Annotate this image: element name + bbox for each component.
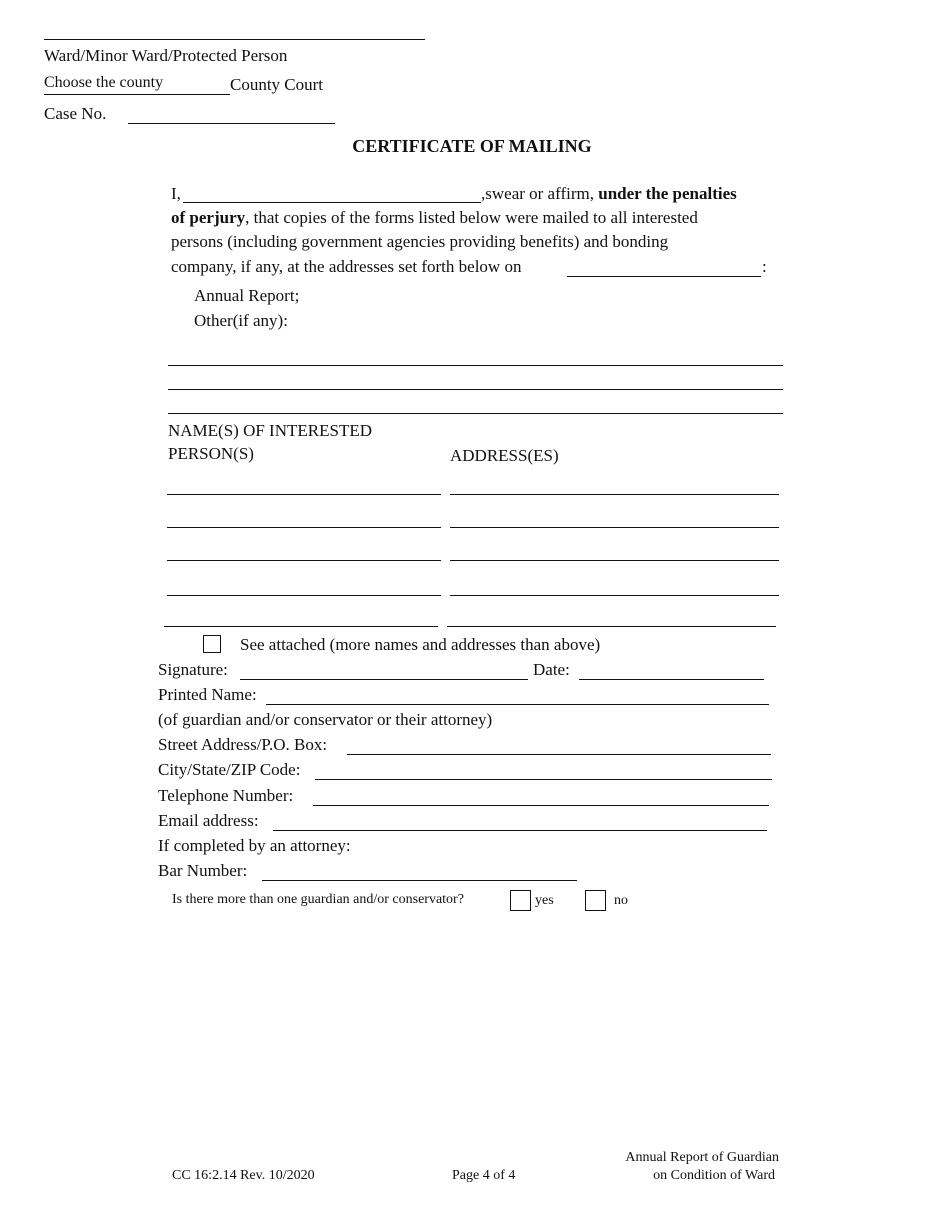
email-label: Email address: bbox=[158, 811, 259, 830]
yes-label: yes bbox=[535, 893, 554, 908]
no-label: no bbox=[614, 893, 628, 908]
annual-report-item: Annual Report; bbox=[194, 286, 300, 305]
no-checkbox[interactable] bbox=[585, 890, 606, 911]
address-field-1[interactable] bbox=[450, 494, 779, 495]
other-item: Other(if any): bbox=[194, 311, 288, 330]
bar-number-field[interactable] bbox=[262, 880, 577, 881]
multiple-guardian-question: Is there more than one guardian and/or conservator? bbox=[172, 892, 464, 907]
name-field-1[interactable] bbox=[167, 494, 441, 495]
bar-number-label: Bar Number: bbox=[158, 861, 248, 880]
mailing-date-field[interactable] bbox=[567, 276, 761, 277]
doc-title-line1: Annual Report of Guardian bbox=[625, 1150, 779, 1165]
name-field-4[interactable] bbox=[167, 595, 441, 596]
swear-text: ,swear or affirm, bbox=[481, 184, 599, 203]
other-line-1[interactable] bbox=[168, 365, 783, 366]
ward-name-field[interactable] bbox=[44, 39, 425, 40]
email-field[interactable] bbox=[273, 830, 767, 831]
statement-line1 bbox=[481, 184, 737, 204]
perjury-text: of perjury bbox=[171, 208, 246, 227]
statement-line2 bbox=[171, 208, 698, 228]
street-address-field[interactable] bbox=[347, 754, 771, 755]
addresses-column-header: ADDRESS(ES) bbox=[450, 446, 559, 465]
page-number: Page 4 of 4 bbox=[452, 1168, 516, 1183]
form-number: CC 16:2.14 Rev. 10/2020 bbox=[172, 1168, 315, 1183]
penalties-text: under the penalties bbox=[598, 184, 737, 203]
names-column-header-line1: NAME(S) OF INTERESTED bbox=[168, 421, 372, 440]
city-state-zip-label: City/State/ZIP Code: bbox=[158, 760, 301, 779]
case-no-field[interactable] bbox=[128, 123, 335, 124]
telephone-field[interactable] bbox=[313, 805, 769, 806]
address-field-5[interactable] bbox=[447, 626, 776, 627]
city-state-zip-field[interactable] bbox=[315, 779, 772, 780]
county-select-underline bbox=[44, 94, 230, 95]
yes-checkbox[interactable] bbox=[510, 890, 531, 911]
other-line-3[interactable] bbox=[168, 413, 783, 414]
name-field-2[interactable] bbox=[167, 527, 441, 528]
statement-i-prefix: I, bbox=[171, 184, 181, 203]
statement-line3: persons (including government agencies providing benefits) and bonding bbox=[171, 232, 669, 251]
address-field-3[interactable] bbox=[450, 560, 779, 561]
name-field-5[interactable] bbox=[164, 626, 438, 627]
telephone-label: Telephone Number: bbox=[158, 786, 294, 805]
street-address-label: Street Address/P.O. Box: bbox=[158, 735, 328, 754]
printed-name-label: Printed Name: bbox=[158, 685, 257, 704]
if-attorney-label: If completed by an attorney: bbox=[158, 836, 351, 855]
see-attached-label: See attached (more names and addresses than above) bbox=[240, 635, 601, 654]
ward-label: Ward/Minor Ward/Protected Person bbox=[44, 46, 288, 65]
other-line-2[interactable] bbox=[168, 389, 783, 390]
address-field-4[interactable] bbox=[450, 595, 779, 596]
address-field-2[interactable] bbox=[450, 527, 779, 528]
line2-rest-text: , that copies of the forms listed below were mailed to all interested bbox=[245, 208, 698, 227]
date-label: Date: bbox=[533, 660, 570, 679]
case-no-label: Case No. bbox=[44, 104, 107, 123]
signature-field[interactable] bbox=[240, 679, 528, 680]
date-field[interactable] bbox=[579, 679, 764, 680]
printed-name-note: (of guardian and/or conservator or their attorney) bbox=[158, 710, 493, 729]
county-select[interactable]: Choose the county bbox=[44, 74, 164, 91]
statement-colon: : bbox=[762, 257, 767, 276]
see-attached-checkbox[interactable] bbox=[203, 635, 221, 653]
page-title: CERTIFICATE OF MAILING bbox=[352, 136, 592, 156]
printed-name-field[interactable] bbox=[266, 704, 769, 705]
doc-title-line2: on Condition of Ward bbox=[653, 1168, 775, 1183]
affiant-name-field[interactable] bbox=[183, 202, 481, 203]
names-column-header-line2: PERSON(S) bbox=[168, 444, 254, 463]
county-court-label: County Court bbox=[230, 75, 324, 94]
signature-label: Signature: bbox=[158, 660, 228, 679]
statement-line4: company, if any, at the addresses set forth below on bbox=[171, 257, 522, 276]
name-field-3[interactable] bbox=[167, 560, 441, 561]
